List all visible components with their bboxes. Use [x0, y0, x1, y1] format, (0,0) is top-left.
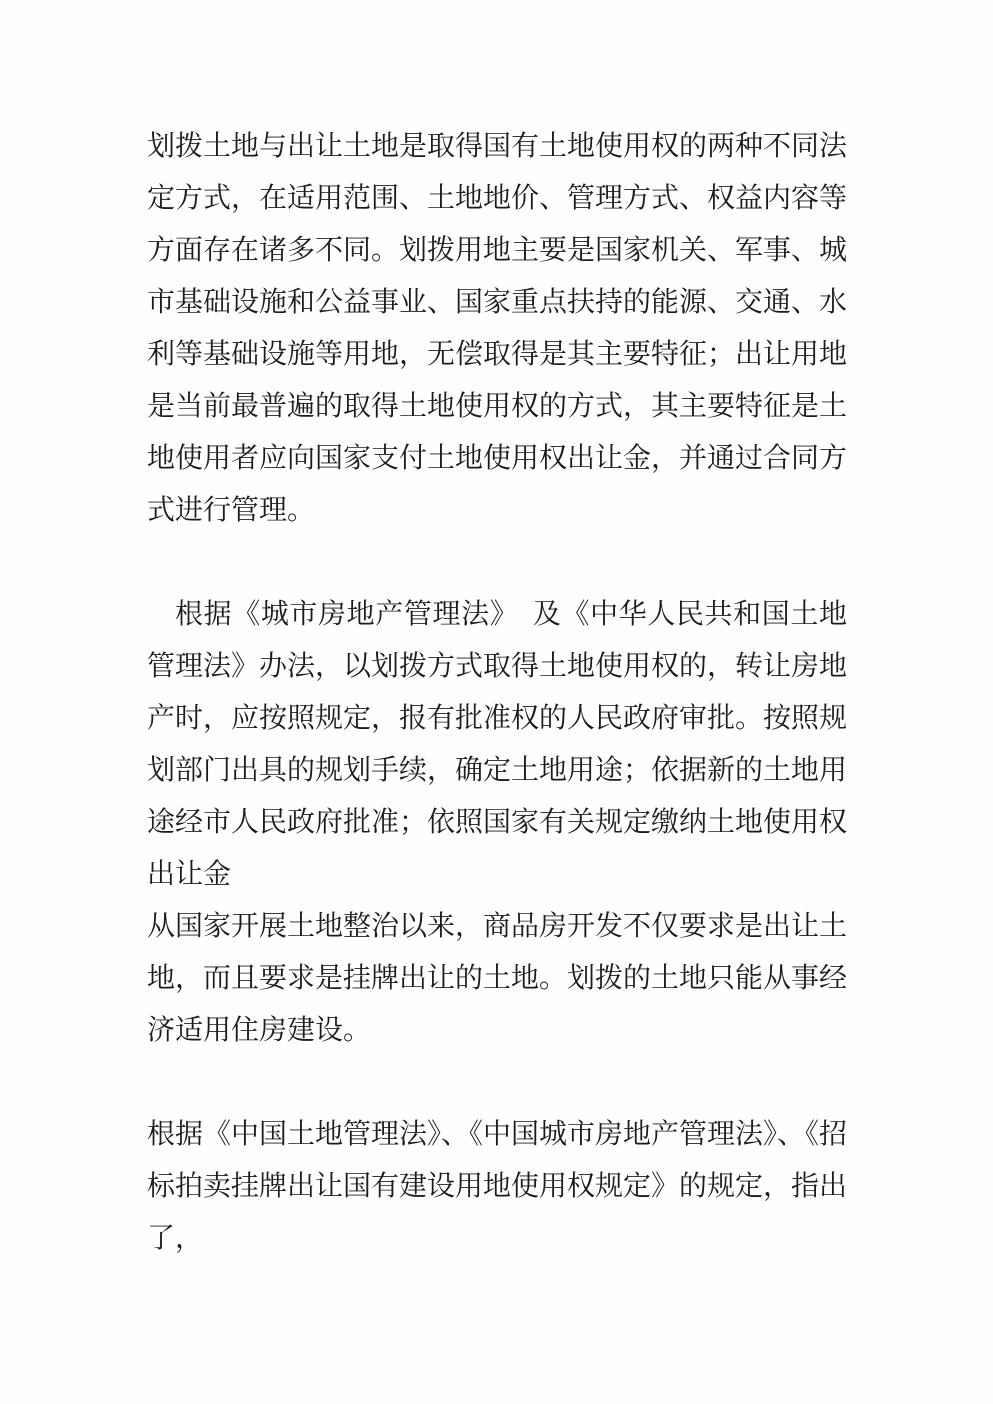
paragraph-transfer-approval-rules: 根据《城市房地产管理法》 及《中华人民共和国土地管理法》办法，以划拨方式取得土地使用权的，转让房地产时，应按照规定，报有批准权的人民政府审批。按照规划部门出具的规划手续，确定土地用途；依据新的土地用途经市人民政府批准；依照国家有关规定缴纳土地使用权出让金 [147, 597, 848, 890]
paragraph-allocation-vs-grant-intro: 划拨土地与出让土地是取得国有土地使用权的两种不同法定方式，在适用范围、土地地价、管理方式、权益内容等方面存在诸多不同。划拨用地主要是国家机关、军事、城市基础设施和公益事业、国家重点扶持的能源、交通、水利等基础设施等用地，无偿取得是其主要特征；出让用地是当前最普遍的取得土地使用权的方式，其主要特征是土地使用者应向国家支付土地使用权出让金，并通过合同方式进行管理。 [147, 129, 848, 526]
paragraph-land-consolidation-requirements: 从国家开展土地整治以来，商品房开发不仅要求是出让土地，而且要求是挂牌出让的土地。划拨的土地只能从事经济适用住房建设。 [147, 909, 848, 1046]
paragraph-legal-basis-conclusion: 根据《中国土地管理法》、《中国城市房地产管理法》、《招标拍卖挂牌出让国有建设用地使用权规定》的规定，指出了， [147, 1117, 848, 1254]
